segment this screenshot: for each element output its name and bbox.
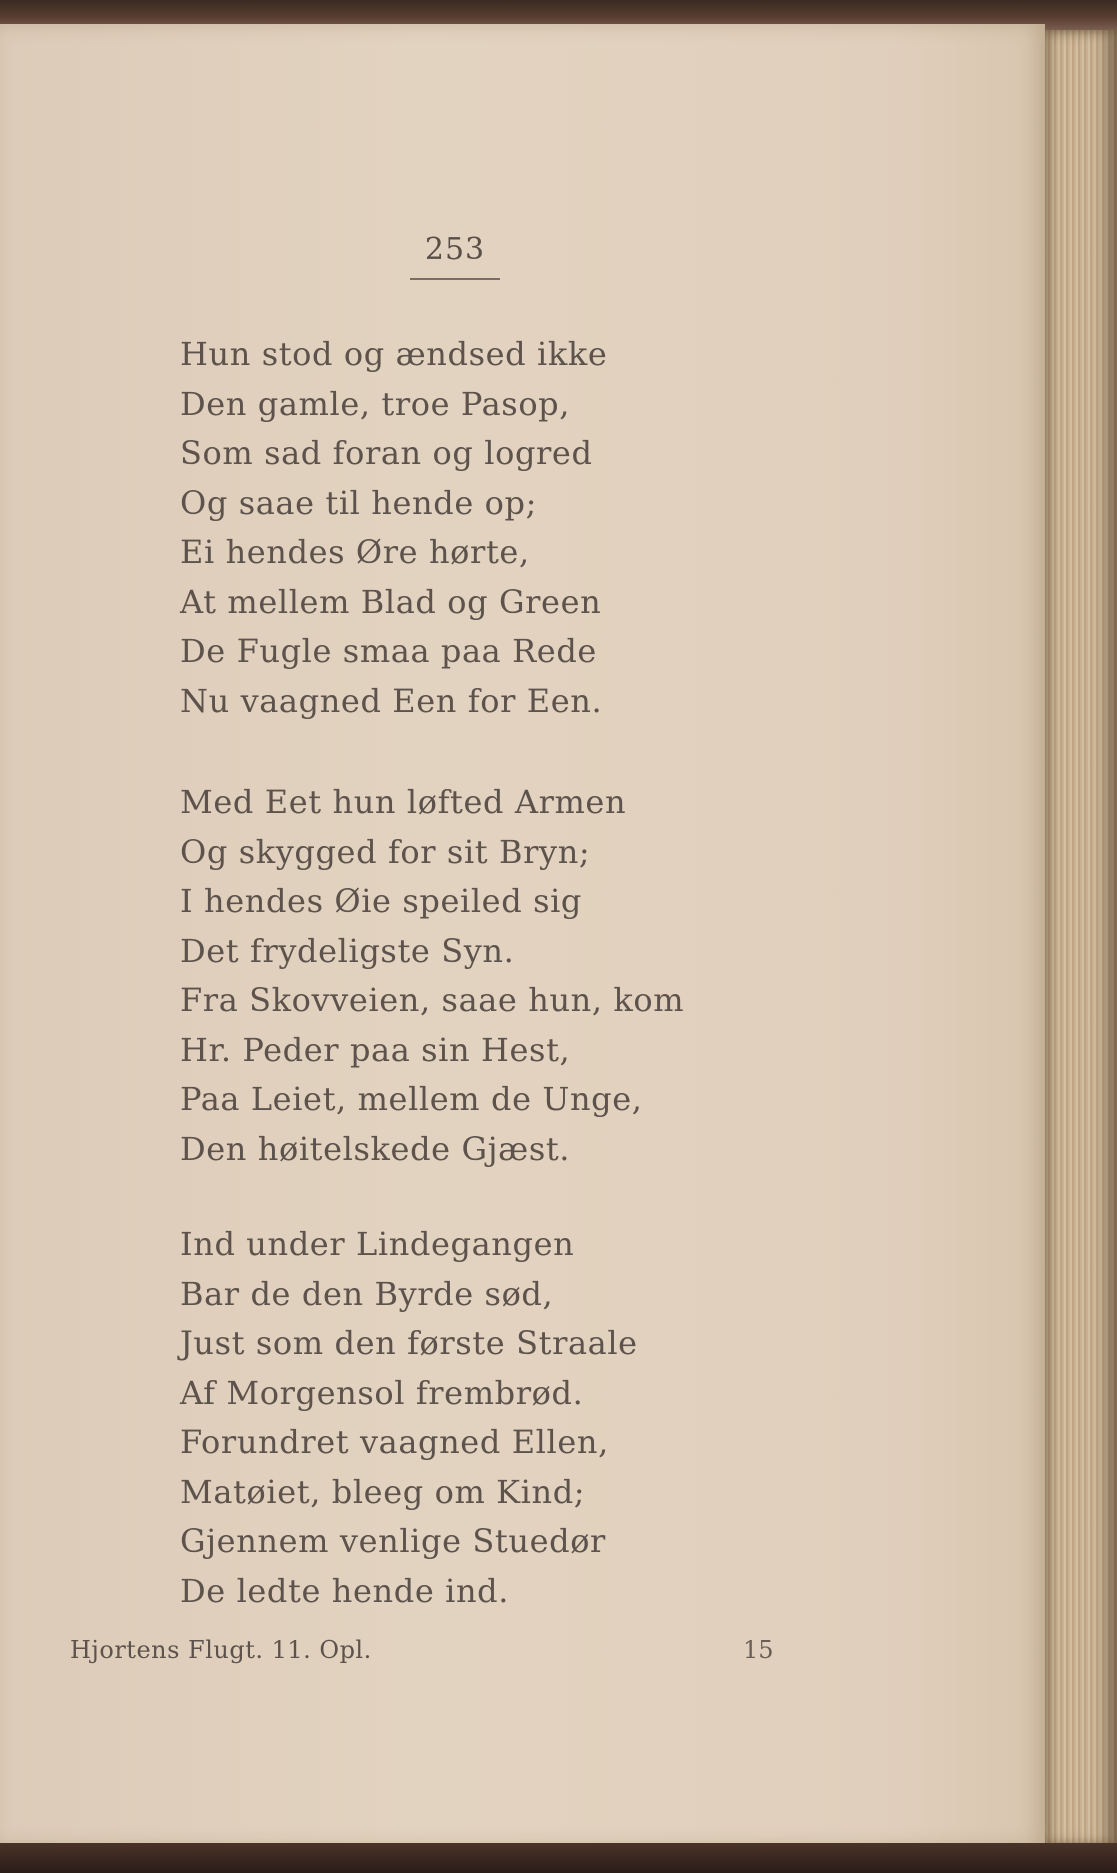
poem-line: Ind under Lindegangen <box>180 1225 575 1263</box>
poem-line: Den gamle, troe Pasop, <box>180 384 571 423</box>
poem-line: Fra Skovveien, saae hun, kom <box>180 981 685 1019</box>
poem-line: Matøiet, bleeg om Kind; <box>180 1472 586 1511</box>
poem-line: Med Eet hun løfted Armen <box>180 783 627 821</box>
poem-line: De Fugle smaa paa Rede <box>180 632 597 670</box>
poem-line: Bar de den Byrde sød, <box>180 1274 554 1313</box>
poem-line: Paa Leiet, mellem de Unge, <box>180 1080 643 1118</box>
poem-line: Af Morgensol frembrød. <box>180 1373 584 1412</box>
poem-line: Hr. Peder paa sin Hest, <box>180 1030 571 1069</box>
poem-line: Og skygged for sit Bryn; <box>180 832 591 871</box>
poem-line: Gjennem venlige Stuedør <box>180 1522 606 1560</box>
poem-line: Og saae til hende op; <box>180 483 537 522</box>
book-page <box>0 24 1045 1846</box>
printer-signature: Hjortens Flugt. 11. Opl. <box>70 1636 372 1664</box>
poem-line: Ei hendes Øre hørte, <box>180 533 530 571</box>
book-bottom-edge <box>0 1843 1117 1873</box>
poem-line: Som sad foran og logred <box>180 434 593 472</box>
page-number: 253 <box>424 232 486 267</box>
page-edges <box>1045 30 1117 1846</box>
poem-stanza-3 <box>180 1220 740 1616</box>
poem-stanza-1 <box>180 330 740 726</box>
page-number-underline <box>410 278 500 280</box>
poem-line: Forundret vaagned Ellen, <box>180 1423 609 1461</box>
poem-line: At mellem Blad og Green <box>180 582 602 621</box>
poem-line: Just som den første Straale <box>180 1324 638 1362</box>
poem-line: I hendes Øie speiled sig <box>180 882 583 920</box>
poem-line: Nu vaagned Een for Een. <box>180 681 603 720</box>
poem-line: Hun stod og ændsed ikke <box>180 335 608 373</box>
sheet-number: 15 <box>743 1636 774 1664</box>
poem-stanza-2 <box>180 778 740 1174</box>
poem-line: Det frydeligste Syn. <box>180 931 515 970</box>
poem-line: De ledte hende ind. <box>180 1571 510 1610</box>
poem-line: Den høitelskede Gjæst. <box>180 1129 571 1168</box>
